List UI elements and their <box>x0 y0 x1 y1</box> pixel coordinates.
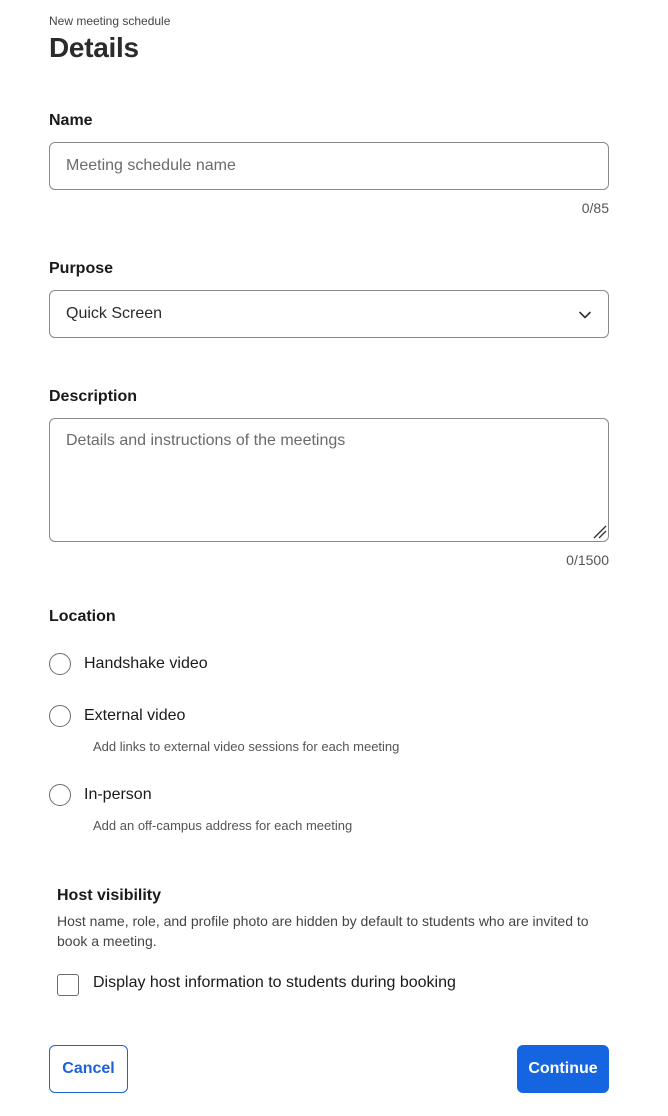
chevron-down-icon <box>578 308 592 322</box>
purpose-label: Purpose <box>49 260 114 277</box>
host-visibility-title: Host visibility <box>57 887 162 904</box>
radio-label: External video <box>84 707 186 724</box>
in-person-help-text: Add an off-campus address for each meeting <box>93 818 353 833</box>
cancel-button[interactable]: Cancel <box>49 1045 128 1093</box>
description-label: Description <box>49 388 138 405</box>
radio-label: In-person <box>84 786 152 803</box>
page-title: Details <box>49 32 139 63</box>
name-char-counter: 0/85 <box>581 200 609 216</box>
resize-handle-icon[interactable] <box>593 525 607 539</box>
radio-label: Handshake video <box>84 655 208 672</box>
breadcrumb: New meeting schedule <box>49 14 171 28</box>
name-label: Name <box>49 112 93 129</box>
radio-button[interactable] <box>49 784 71 806</box>
host-visibility-description: Host name, role, and profile photo are hidden by default to students who are invited to book a meeting. <box>57 913 589 949</box>
purpose-selected-value: Quick Screen <box>66 305 163 322</box>
description-textarea[interactable] <box>49 418 609 542</box>
display-host-info-option[interactable] <box>57 974 456 996</box>
location-label: Location <box>49 608 116 625</box>
display-host-info-checkbox[interactable] <box>57 974 79 996</box>
external-video-help-text: Add links to external video sessions for each meeting <box>93 739 400 754</box>
name-input[interactable] <box>49 142 609 190</box>
display-host-info-label: Display host information to students during booking <box>93 974 456 991</box>
radio-button[interactable] <box>49 653 71 675</box>
radio-button[interactable] <box>49 705 71 727</box>
purpose-select[interactable] <box>49 290 609 338</box>
continue-button[interactable]: Continue <box>517 1045 609 1093</box>
location-option-external-video[interactable] <box>49 703 185 729</box>
description-char-counter: 0/1500 <box>566 552 609 568</box>
location-option-in-person[interactable] <box>49 782 152 808</box>
location-option-handshake-video[interactable] <box>49 651 208 677</box>
